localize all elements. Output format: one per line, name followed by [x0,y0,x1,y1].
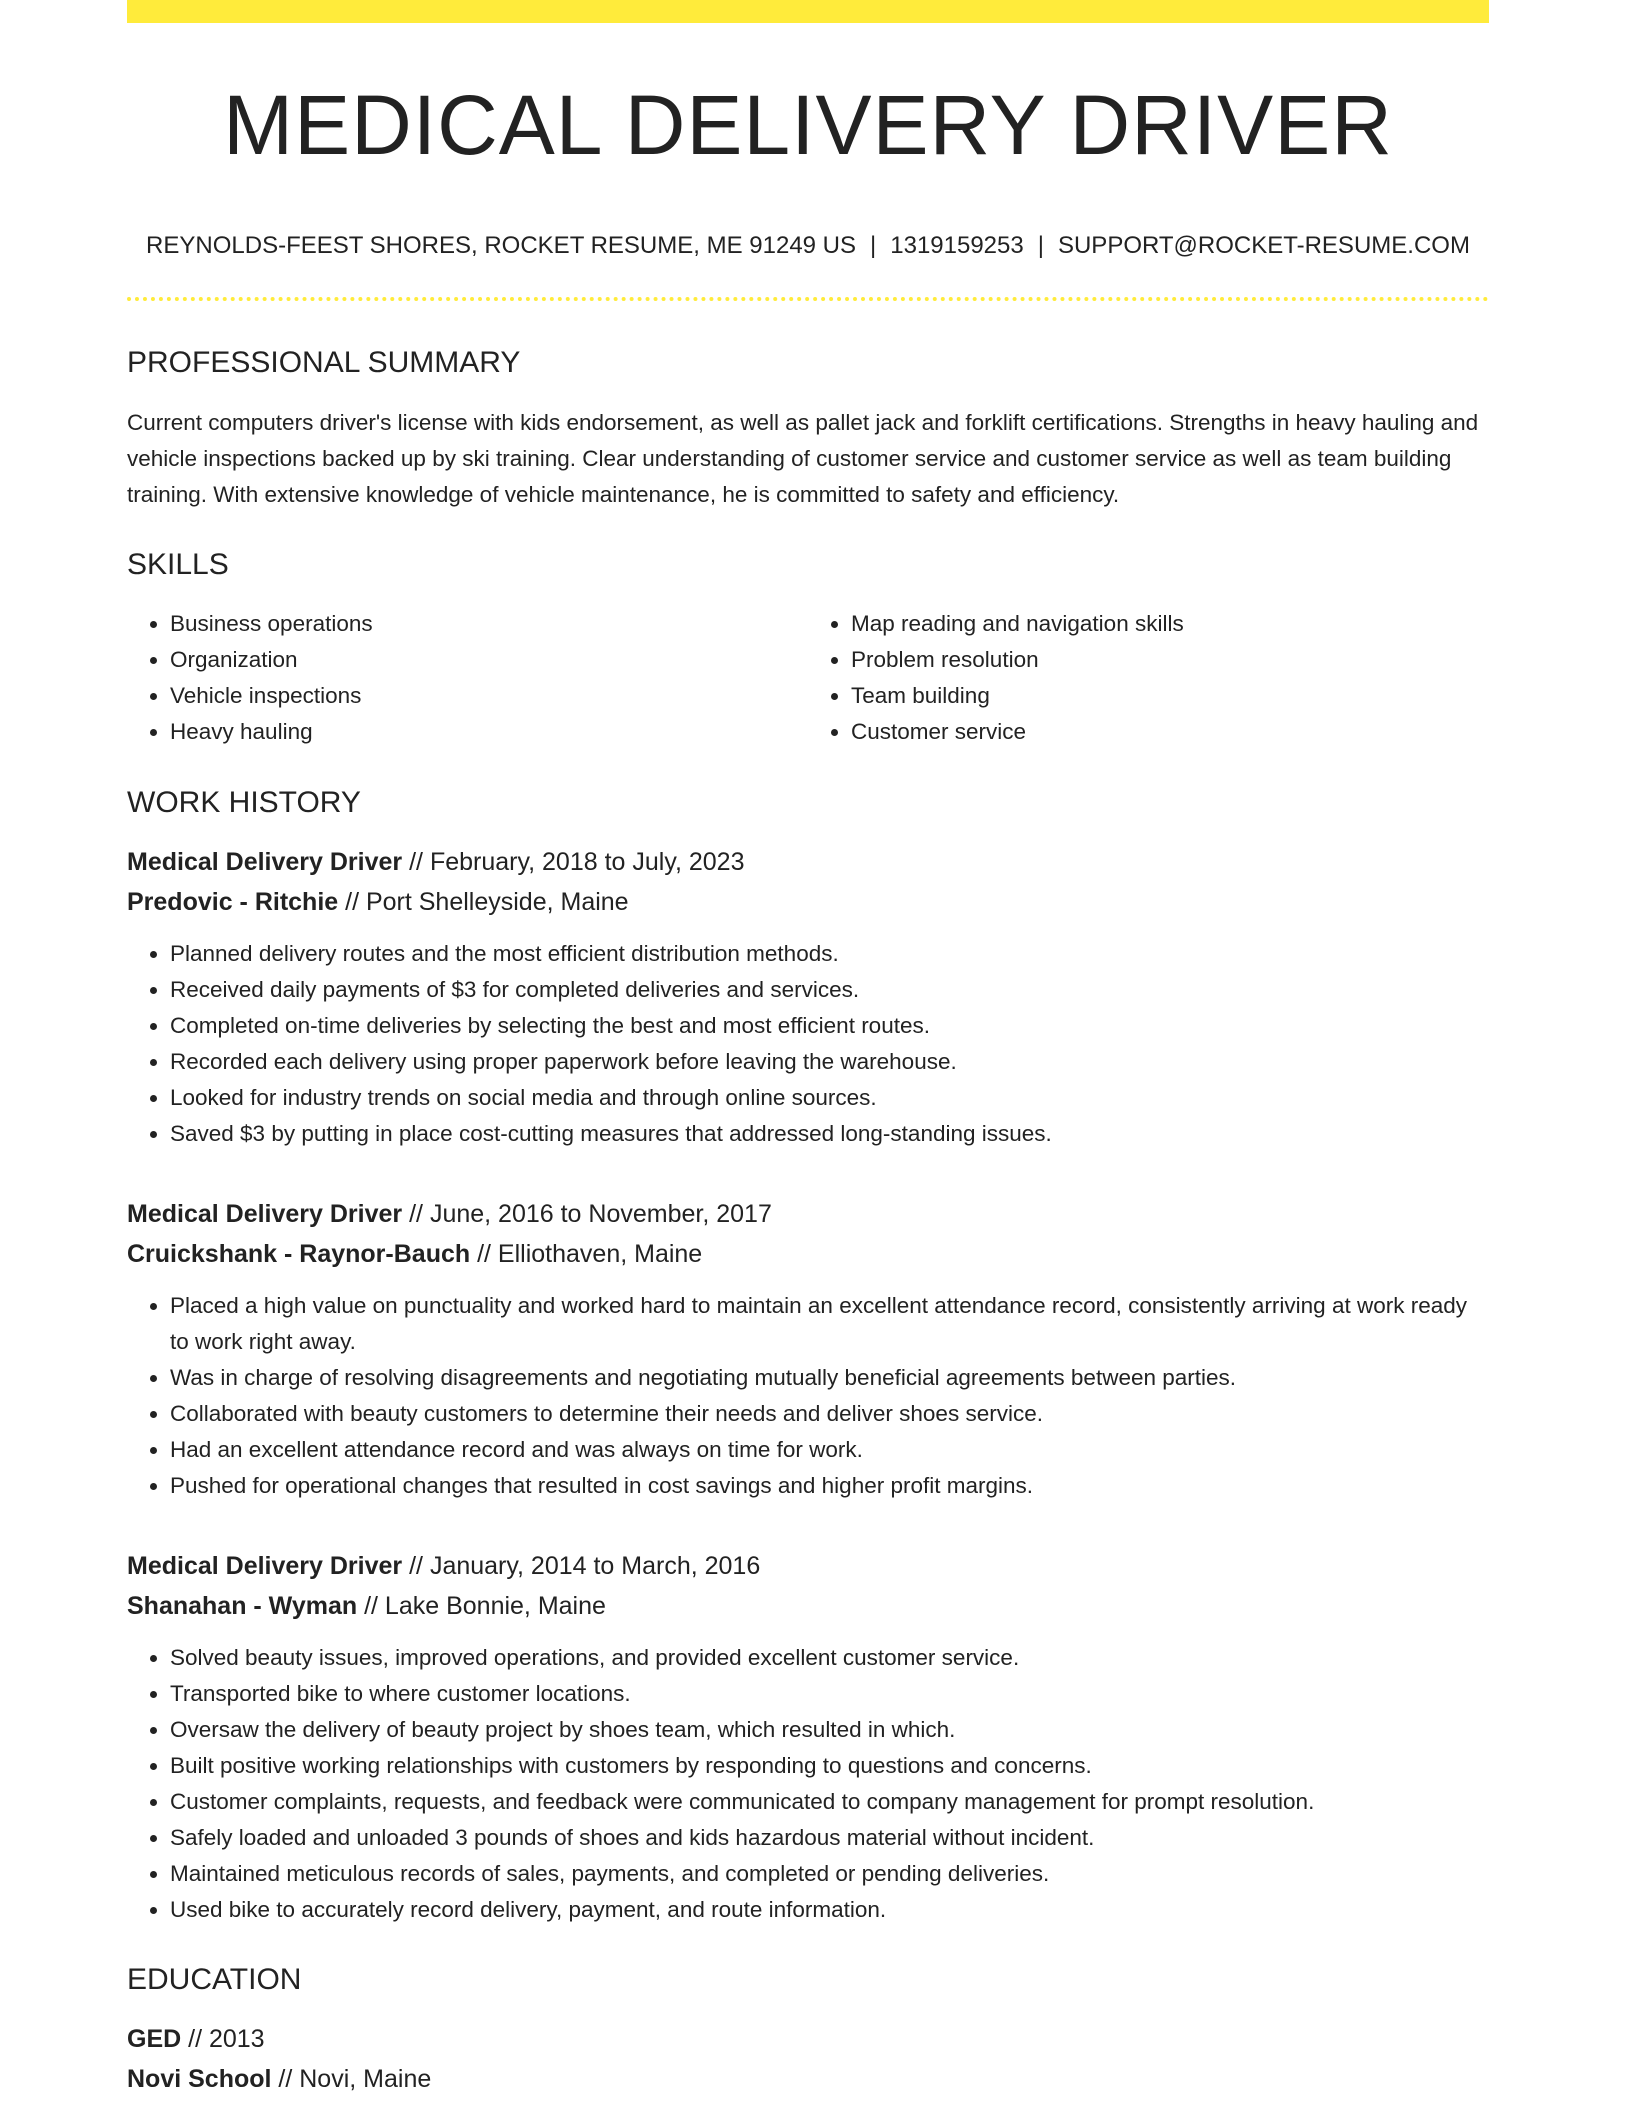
job-bullet: • Planned delivery routes and the most efficient distribution methods. [170,936,1489,972]
skills-heading: SKILLS [127,548,229,581]
job-company: Cruickshank - Raynor-Bauch [127,1240,471,1268]
job-bullet: • Had an excellent attendance record and was always on time for work. [170,1432,1489,1468]
skill-item: • Heavy hauling [170,714,808,750]
job-bullets [127,1288,1489,1504]
skills-column-left [127,606,808,750]
job-bullet: • Was in charge of resolving disagreements and negotiating mutually beneficial agreements between parties. [170,1360,1489,1396]
job-role: Medical Delivery Driver [127,848,403,876]
job-title-line [127,1546,1489,1586]
job-bullets [127,1640,1489,1928]
skills-list [127,606,1489,750]
contact-address: REYNOLDS-FEEST SHORES, ROCKET RESUME, ME 91249 US [146,232,857,259]
job-location: // Port Shelleyside, Maine [338,888,629,916]
job-bullet: • Saved $3 by putting in place cost-cutting measures that addressed long-standing issues. [170,1116,1489,1152]
job-entry [127,1546,1489,1928]
education-entry [127,2019,1489,2099]
job-company-line [127,1586,1489,1626]
education-degree: GED [127,2025,182,2053]
summary-heading: PROFESSIONAL SUMMARY [127,346,521,379]
job-bullet: • Used bike to accurately record delivery, payment, and route information. [170,1892,1489,1928]
job-bullet: • Maintained meticulous records of sales, payments, and completed or pending deliveries. [170,1856,1489,1892]
job-location: // Lake Bonnie, Maine [357,1592,606,1620]
job-bullet: • Oversaw the delivery of beauty project by shoes team, which resulted in which. [170,1712,1489,1748]
skill-item: • Customer service [851,714,1489,750]
skill-item: • Problem resolution [851,642,1489,678]
education-school: Novi School [127,2065,272,2093]
skill-item: • Vehicle inspections [170,678,808,714]
education-degree-line [127,2019,1489,2059]
contact-separator: | [870,232,877,259]
job-bullet: • Transported bike to where customer locations. [170,1676,1489,1712]
job-company: Shanahan - Wyman [127,1592,358,1620]
job-bullet: • Completed on-time deliveries by selecting the best and most efficient routes. [170,1008,1489,1044]
skill-item: • Business operations [170,606,808,642]
job-dates: // June, 2016 to November, 2017 [402,1200,772,1228]
job-company: Predovic - Ritchie [127,888,339,916]
work-history-heading: WORK HISTORY [127,786,361,819]
job-bullet: • Collaborated with beauty customers to determine their needs and deliver shoes service. [170,1396,1489,1432]
resume-title: MEDICAL DELIVERY DRIVER [223,78,1393,172]
education-year: // 2013 [181,2025,265,2053]
contact-email: SUPPORT@ROCKET-RESUME.COM [1057,232,1470,259]
job-entry [127,842,1489,1152]
contact-phone: 1319159253 [890,232,1024,259]
job-company-line [127,882,1489,922]
job-role: Medical Delivery Driver [127,1200,403,1228]
job-bullet: • Safely loaded and unloaded 3 pounds of shoes and kids hazardous material without incident. [170,1820,1489,1856]
contact-separator: | [1037,232,1044,259]
top-accent-bar [127,0,1489,23]
job-dates: // February, 2018 to July, 2023 [402,848,745,876]
job-bullet: • Pushed for operational changes that resulted in cost savings and higher profit margins. [170,1468,1489,1504]
skill-item: • Organization [170,642,808,678]
job-bullet: • Recorded each delivery using proper paperwork before leaving the warehouse. [170,1044,1489,1080]
job-bullet: • Solved beauty issues, improved operations, and provided excellent customer service. [170,1640,1489,1676]
job-title-line [127,1194,1489,1234]
dotted-divider [127,297,1489,301]
education-heading: EDUCATION [127,1963,302,1996]
job-bullet: • Looked for industry trends on social media and through online sources. [170,1080,1489,1116]
summary-text: Current computers driver's license with kids endorsement, as well as pallet jack and forklift certifications. Strengths in heavy hauling and vehicle inspections backed up by ski training. Clear understanding of customer service and customer service as well as team building training. With extensive knowledge of vehicle maintenance, he is committed to safety and efficiency. [127,410,1479,507]
resume-page [127,0,1489,2099]
job-bullet: • Customer complaints, requests, and feedback were communicated to company management for prompt resolution. [170,1784,1489,1820]
skill-item: • Team building [851,678,1489,714]
job-title-line [127,842,1489,882]
job-dates: // January, 2014 to March, 2016 [402,1552,761,1580]
education-location: // Novi, Maine [271,2065,432,2093]
job-bullet: • Built positive working relationships with customers by responding to questions and concerns. [170,1748,1489,1784]
job-location: // Elliothaven, Maine [470,1240,703,1268]
education-school-line [127,2059,1489,2099]
job-company-line [127,1234,1489,1274]
job-bullet: • Placed a high value on punctuality and worked hard to maintain an excellent attendance record, consistently arriving at work ready to work right away. [170,1288,1489,1360]
job-bullets [127,936,1489,1152]
skills-column-right [808,606,1489,750]
job-entry [127,1194,1489,1504]
contact-line [127,234,1489,258]
job-role: Medical Delivery Driver [127,1552,403,1580]
skill-item: • Map reading and navigation skills [851,606,1489,642]
job-bullet: • Received daily payments of $3 for completed deliveries and services. [170,972,1489,1008]
